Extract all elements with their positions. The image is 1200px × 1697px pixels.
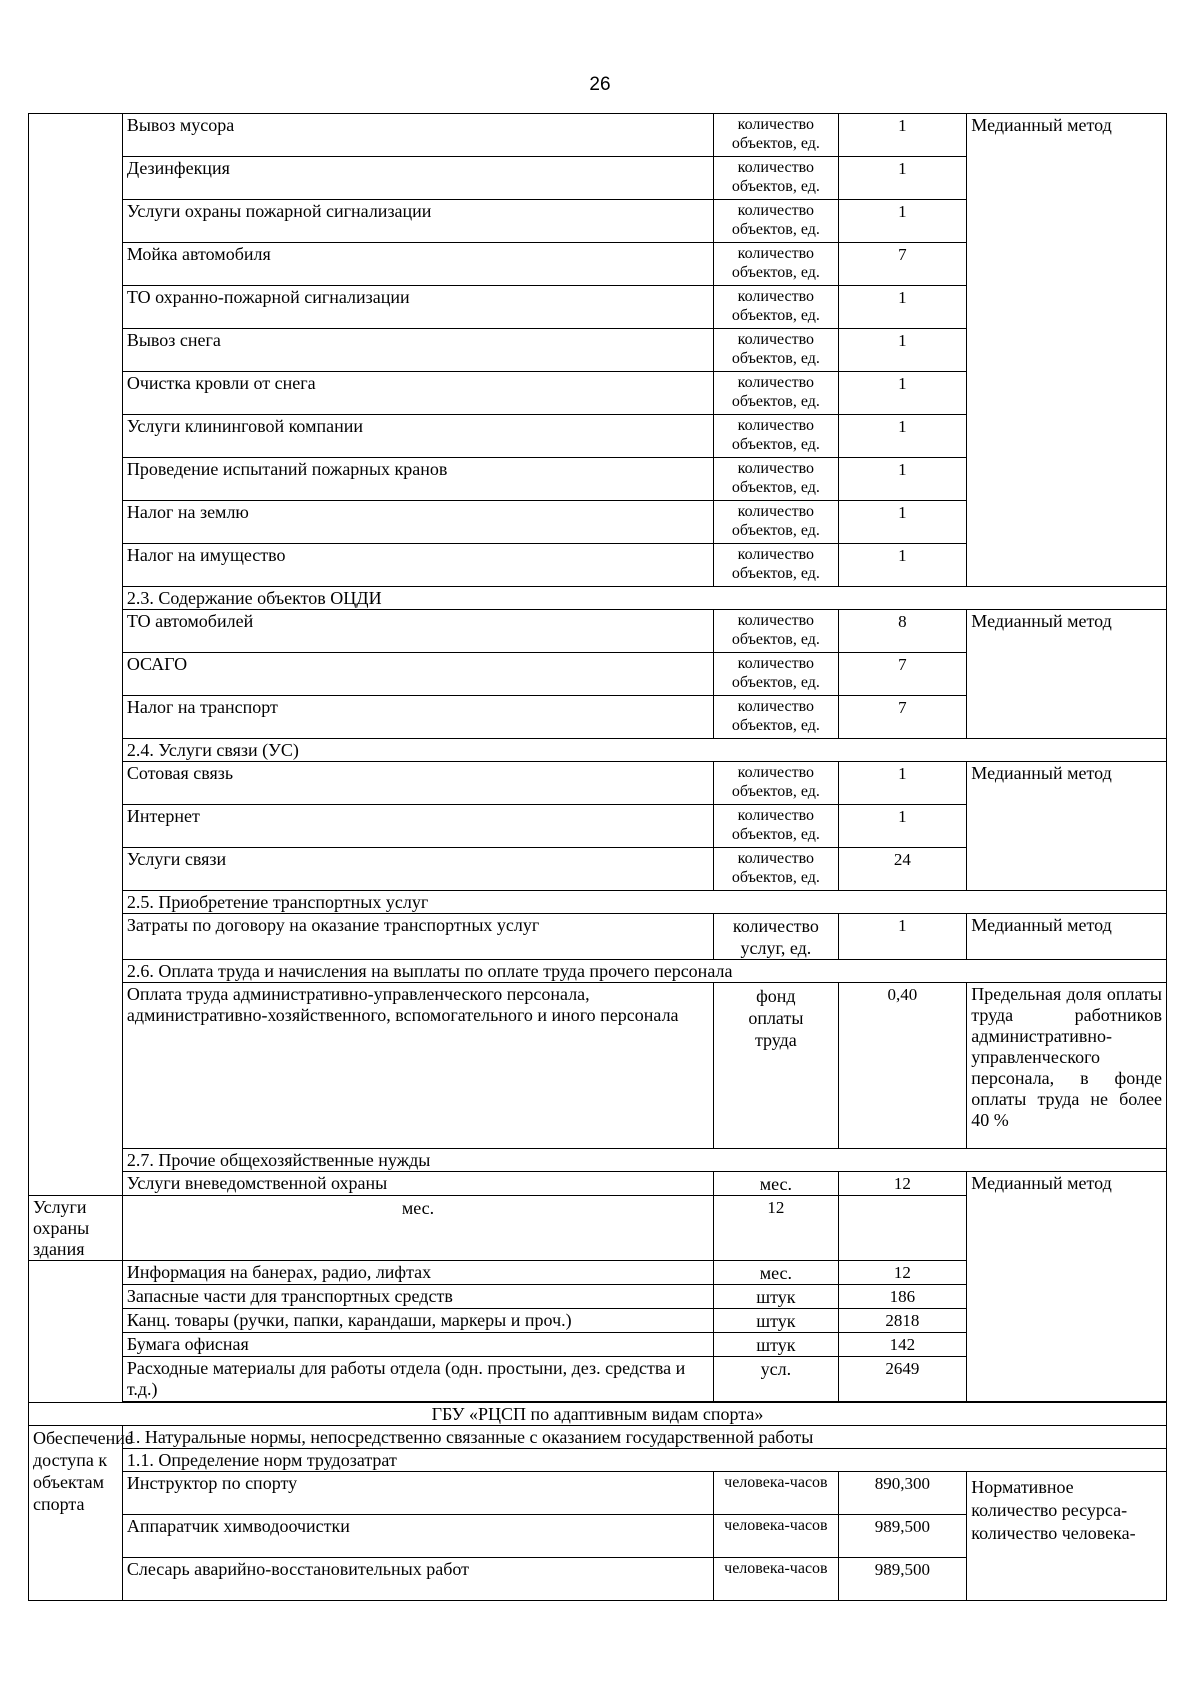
resource-name: ОСАГО [122, 653, 713, 696]
section-title: 2.7. Прочие общехозяйственные нужды [122, 1149, 1166, 1172]
value: 1 [838, 157, 967, 200]
section-header-row [29, 960, 1167, 983]
value: 1 [838, 914, 967, 960]
section-header-row [29, 1449, 1167, 1472]
resource-name: Услуги охраны здания [29, 1196, 123, 1261]
unit: количество объектов, ед. [714, 415, 838, 458]
value: 1 [838, 458, 967, 501]
unit: количество объектов, ед. [714, 544, 838, 587]
resource-name: Налог на землю [122, 501, 713, 544]
resource-name: Интернет [122, 805, 713, 848]
resource-name: Слесарь аварийно-восстановительных работ [122, 1558, 713, 1601]
unit: количество объектов, ед. [714, 696, 838, 739]
table-row [29, 762, 1167, 805]
value: 1 [838, 372, 967, 415]
resource-name: Вывоз снега [122, 329, 713, 372]
unit: фонд оплаты труда [714, 983, 838, 1149]
organization-row [29, 1403, 1167, 1426]
page-number: 26 [589, 74, 611, 95]
service-cell-empty-continued [29, 1261, 123, 1403]
value: 0,40 [838, 983, 967, 1149]
resource-name: Инструктор по спорту [122, 1472, 713, 1515]
value: 7 [838, 653, 967, 696]
value: 1 [838, 501, 967, 544]
unit: количество объектов, ед. [714, 372, 838, 415]
unit: количество объектов, ед. [714, 458, 838, 501]
unit: количество объектов, ед. [714, 762, 838, 805]
unit: мес. [714, 1172, 838, 1196]
resource-name: Очистка кровли от снега [122, 372, 713, 415]
value: 1 [838, 114, 967, 157]
value: 24 [838, 848, 967, 891]
table-row [29, 114, 1167, 157]
value: 7 [838, 243, 967, 286]
resource-name: Оплата труда административно-управленческого персонала, административно-хозяйственного, вспомогательного и иного персонала [122, 983, 713, 1149]
value: 142 [838, 1333, 967, 1357]
table-row [29, 1472, 1167, 1515]
resource-name: Канц. товары (ручки, папки, карандаши, маркеры и проч.) [122, 1309, 713, 1333]
unit: человека-часов [714, 1515, 838, 1558]
unit: штук [714, 1285, 838, 1309]
table-row [29, 983, 1167, 1149]
unit: количество объектов, ед. [714, 243, 838, 286]
section-title: 2.4. Услуги связи (УС) [122, 739, 1166, 762]
resource-name: Услуги вневедомственной охраны [122, 1172, 713, 1196]
value: 1 [838, 544, 967, 587]
resource-name: Налог на транспорт [122, 696, 713, 739]
resource-name: Услуги охраны пожарной сигнализации [122, 200, 713, 243]
unit: количество объектов, ед. [714, 286, 838, 329]
table-row [29, 914, 1167, 960]
resource-name: Аппаратчик химводоочистки [122, 1515, 713, 1558]
resource-name: ТО автомобилей [122, 610, 713, 653]
section-header-row [29, 1149, 1167, 1172]
resource-name: Проведение испытаний пожарных кранов [122, 458, 713, 501]
value: 1 [838, 805, 967, 848]
section-header-row [29, 891, 1167, 914]
value: 7 [838, 696, 967, 739]
unit: усл. [714, 1357, 838, 1402]
value: 12 [838, 1261, 967, 1285]
value: 186 [838, 1285, 967, 1309]
section-title: 1. Натуральные нормы, непосредственно связанные с оказанием государственной работы [122, 1426, 1166, 1449]
resource-name: Вывоз мусора [122, 114, 713, 157]
resource-name: Сотовая связь [122, 762, 713, 805]
value: 1 [838, 415, 967, 458]
table-row [29, 610, 1167, 653]
value: 2649 [838, 1357, 967, 1402]
resource-name: Запасные части для транспортных средств [122, 1285, 713, 1309]
method: Медианный метод [967, 114, 1167, 587]
resource-name: Налог на имущество [122, 544, 713, 587]
value: 1 [838, 286, 967, 329]
section-title: 2.5. Приобретение транспортных услуг [122, 891, 1166, 914]
method: Медианный метод [967, 610, 1167, 739]
unit: количество объектов, ед. [714, 848, 838, 891]
resource-name: Услуги связи [122, 848, 713, 891]
method: Предельная доля оплаты труда работников административно-управленческого персонала, в фонде оплаты труда не более 40 % [967, 983, 1167, 1149]
norms-table [28, 113, 1167, 1601]
unit: мес. [122, 1196, 713, 1261]
resource-name: ТО охранно-пожарной сигнализации [122, 286, 713, 329]
unit: человека-часов [714, 1558, 838, 1601]
unit: мес. [714, 1261, 838, 1285]
service-cell-empty [29, 114, 123, 1196]
resource-name: Дезинфекция [122, 157, 713, 200]
value: 989,500 [838, 1558, 967, 1601]
unit: количество объектов, ед. [714, 114, 838, 157]
section-header-row [29, 1426, 1167, 1449]
organization-title: ГБУ «РЦСП по адаптивным видам спорта» [29, 1403, 1167, 1426]
unit: человека-часов [714, 1472, 838, 1515]
value: 8 [838, 610, 967, 653]
value: 2818 [838, 1309, 967, 1333]
table-row [29, 1172, 1167, 1196]
resource-name: Бумага офисная [122, 1333, 713, 1357]
section-title: 1.1. Определение норм трудозатрат [122, 1449, 1166, 1472]
value: 989,500 [838, 1515, 967, 1558]
resource-name: Расходные материалы для работы отдела (одн. простыни, дез. средства и т.д.) [122, 1357, 713, 1402]
unit: количество объектов, ед. [714, 329, 838, 372]
unit: штук [714, 1309, 838, 1333]
resource-name: Услуги клининговой компании [122, 415, 713, 458]
section-header-row [29, 739, 1167, 762]
section-header-row [29, 587, 1167, 610]
unit: количество услуг, ед. [714, 914, 838, 960]
resource-name: Информация на банерах, радио, лифтах [122, 1261, 713, 1285]
unit: количество объектов, ед. [714, 653, 838, 696]
resource-name: Затраты по договору на оказание транспортных услуг [122, 914, 713, 960]
value: 1 [838, 200, 967, 243]
method: Нормативное количество ресурса-количество человека- [967, 1472, 1167, 1601]
unit: штук [714, 1333, 838, 1357]
section-title: 2.6. Оплата труда и начисления на выплаты по оплате труда прочего персонала [122, 960, 1166, 983]
value: 12 [714, 1196, 838, 1261]
unit: количество объектов, ед. [714, 157, 838, 200]
unit: количество объектов, ед. [714, 610, 838, 653]
section-title: 2.3. Содержание объектов ОЦДИ [122, 587, 1166, 610]
unit: количество объектов, ед. [714, 805, 838, 848]
method: Медианный метод [967, 914, 1167, 960]
unit: количество объектов, ед. [714, 501, 838, 544]
service-name: Обеспечение доступа к объектам спорта [29, 1426, 123, 1601]
value: 890,300 [838, 1472, 967, 1515]
value: 1 [838, 329, 967, 372]
method: Медианный метод [967, 762, 1167, 891]
resource-name: Мойка автомобиля [122, 243, 713, 286]
value: 12 [838, 1172, 967, 1196]
unit: количество объектов, ед. [714, 200, 838, 243]
value: 1 [838, 762, 967, 805]
method: Медианный метод [967, 1172, 1167, 1402]
